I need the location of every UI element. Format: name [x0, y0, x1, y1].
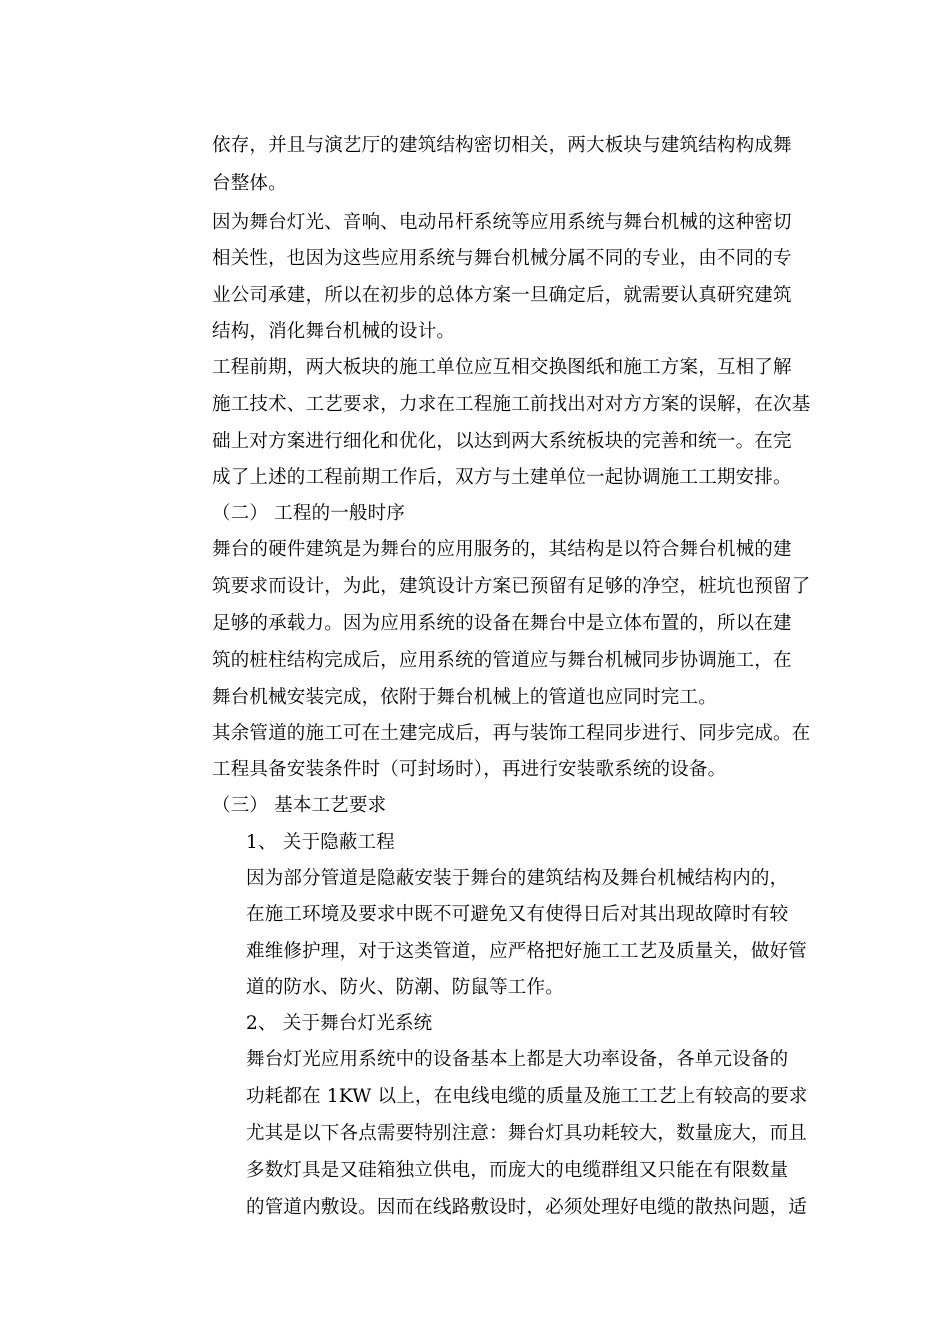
paragraph-line: 础上对方案进行细化和优化，以达到两大系统板块的完善和统一。在完 [212, 431, 792, 452]
subsection-heading: 1、 关于隐蔽工程 [246, 832, 395, 853]
paragraph-line: 筑要求而设计，为此，建筑设计方案已预留有足够的净空，桩坑也预留了 [212, 576, 811, 597]
paragraph-line: 舞台灯光应用系统中的设备基本上都是大功率设备，各单元设备的 [246, 1049, 789, 1070]
paragraph-line: 工程具备安装条件时（可封场时），再进行安装歌系统的设备。 [212, 759, 727, 780]
paragraph-line: 施工技术、工艺要求，力求在工程施工前找出对对方方案的误解，在次基 [212, 394, 811, 415]
paragraph-line: 成了上述的工程前期工作后，双方与土建单位一起协调施工工期安排。 [212, 467, 792, 488]
paragraph-line: 道的防水、防火、防潮、防鼠等工作。 [246, 977, 564, 998]
paragraph-line: 足够的承载力。因为应用系统的设备在舞台中是立体布置的，所以在建 [212, 613, 792, 634]
paragraph-line: 在施工环境及要求中既不可避免又有使得日后对其出现故障时有较 [246, 904, 789, 925]
paragraph-line: 多数灯具是又硅箱独立供电，而庞大的电缆群组又只能在有限数量 [246, 1160, 789, 1181]
paragraph-line: 因为部分管道是隐蔽安装于舞台的建筑结构及舞台机械结构内的， [246, 868, 789, 889]
subsection-heading: 2、 关于舞台灯光系统 [246, 1013, 433, 1034]
paragraph-line: 依存，并且与演艺厅的建筑结构密切相关，两大板块与建筑结构构成舞 [212, 135, 792, 156]
section-heading: （二） 工程的一般时序 [212, 503, 406, 524]
section-heading: （三） 基本工艺要求 [212, 795, 387, 816]
paragraph-line: 的管道内敷设。因而在线路敷设时，必须处理好电缆的散热问题，适 [246, 1197, 808, 1218]
paragraph-line: 因为舞台灯光、音响、电动吊杆系统等应用系统与舞台机械的这种密切 [212, 212, 792, 233]
paragraph-line: 难维修护理，对于这类管道，应严格把好施工工艺及质量关，做好管 [246, 941, 808, 962]
paragraph-line: 舞台机械安装完成，依附于舞台机械上的管道也应同时完工。 [212, 687, 717, 708]
paragraph-line: 尤其是以下各点需要特别注意：舞台灯具功耗较大，数量庞大，而且 [246, 1123, 808, 1144]
paragraph-line: 功耗都在 1KW 以上，在电线电缆的质量及施工工艺上有较高的要求 [246, 1086, 808, 1107]
paragraph-line: 台整体。 [212, 173, 287, 194]
paragraph-line: 舞台的硬件建筑是为舞台的应用服务的，其结构是以符合舞台机械的建 [212, 539, 792, 560]
paragraph-line: 其余管道的施工可在土建完成后，再与装饰工程同步进行、同步完成。在 [212, 723, 811, 744]
paragraph-line: 相关性，也因为这些应用系统与舞台机械分属不同的专业，由不同的专 [212, 248, 792, 269]
paragraph-line: 结构，消化舞台机械的设计。 [212, 321, 456, 342]
paragraph-line: 业公司承建，所以在初步的总体方案一旦确定后，就需要认真研究建筑 [212, 285, 792, 306]
paragraph-line: 工程前期，两大板块的施工单位应互相交换图纸和施工方案，互相了解 [212, 357, 792, 378]
paragraph-line: 筑的桩柱结构完成后，应用系统的管道应与舞台机械同步协调施工，在 [212, 650, 792, 671]
